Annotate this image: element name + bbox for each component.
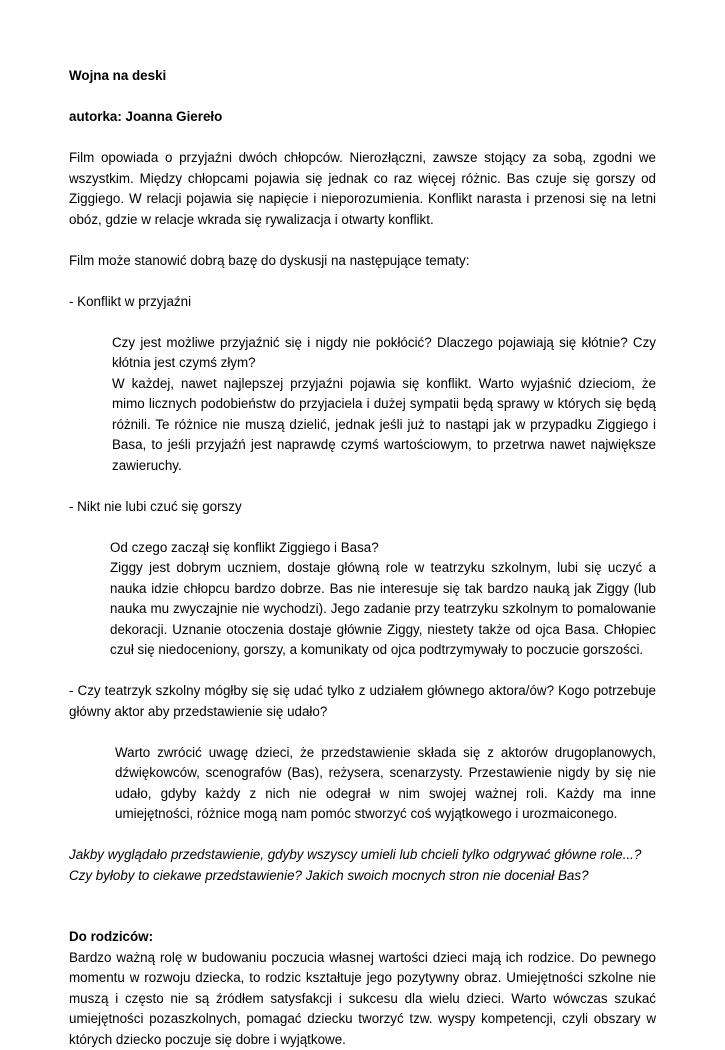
topic1-heading: - Konflikt w przyjaźni (69, 292, 656, 313)
document-body (69, 66, 656, 1050)
document-title: Wojna na deski (69, 66, 656, 87)
topic2-question: Od czego zaczął się konflikt Ziggiego i Basa? (110, 538, 656, 559)
topic3-heading: - Czy teatrzyk szkolny mógłby się się udać tylko z udziałem głównego aktora/ów? Kogo potrzebuje główny aktor aby przedstawienie się udało? (69, 681, 656, 722)
topic2-block (110, 538, 656, 661)
parents-paragraph: Bardzo ważną rolę w budowaniu poczucia własnej wartości dzieci mają ich rodzice. Do pewnego momentu w rozwoju dziecka, to rodzic kształtuje jego pozytywny obraz. Umiejętności szkolne nie muszą i często nie są źródłem satysfakcji i sukcesu dla wielu dzieci. Warto wówczas szukać umiejętności pozaszkolnych, pomagać dziecku tworzyć tzw. wyspy kompetencji, czyli obszary w których dziecko poczuje się dobre i wyjątkowe. (69, 948, 656, 1050)
italic-questions: Jakby wyglądało przedstawienie, gdyby wszyscy umieli lub chcieli tylko odgrywać główne role...? Czy byłoby to ciekawe przedstawienie? Jakich swoich mocnych stron nie doceniał Bas? (69, 845, 656, 886)
parents-heading: Do rodziców: (69, 927, 656, 948)
topic2-answer: Ziggy jest dobrym uczniem, dostaje główną role w teatrzyku szkolnym, lubi się uczyć a nauka idzie chłopcu bardzo dobrze. Bas nie interesuje się tak bardzo nauką jak Ziggy (lub nauka mu zwyczajnie nie wychodzi). Jego zadanie przy teatrzyku szkolnym to pomalowanie dekoracji. Uznanie otoczenia dostaje głównie Ziggy, niestety także od ojca Basa. Chłopiec czuł się niedoceniony, gorszy, a komunikaty od ojca podtrzymywały to poczucie gorszości. (110, 558, 656, 661)
topics-intro: Film może stanowić dobrą bazę do dyskusji na następujące tematy: (69, 251, 656, 272)
topic1-question: Czy jest możliwe przyjaźnić się i nigdy nie pokłócić? Dlaczego pojawiają się kłótnie? Czy kłótnia jest czymś złym? (112, 333, 656, 374)
topic3-answer: Warto zwrócić uwagę dzieci, że przedstawienie składa się z aktorów drugoplanowych, dźwiękowców, scenografów (Bas), reżysera, scenarzysty. Przestawienie nigdy by się nie udało, gdyby każdy z nich nie odegrał w nim swojej ważnej roli. Każdy ma inne umiejętności, różnice mogą nam pomóc stworzyć coś wyjątkowego i urozmaiconego. (115, 743, 656, 825)
topic2-heading: - Nikt nie lubi czuć się gorszy (69, 497, 656, 518)
intro-paragraph: Film opowiada o przyjaźni dwóch chłopców. Nierozłączni, zawsze stojący za sobą, zgodni we wszystkim. Między chłopcami pojawia się jednak co raz więcej różnic. Bas czuje się gorszy od Ziggiego. W relacji pojawia się napięcie i nieporozumienia. Konflikt narasta i przenosi się na letni obóz, gdzie w relacje wkrada się rywalizacja i otwarty konflikt. (69, 148, 656, 230)
topic1-answer: W każdej, nawet najlepszej przyjaźni pojawia się konflikt. Warto wyjaśnić dzieciom, że mimo licznych podobieństw do przyjaciela i dużej sympatii będą sprawy w których się będą różnili. Te różnice nie muszą dzielić, jednak jeśli już to nastąpi jak w przypadku Ziggiego i Basa, to jeśli przyjaźń jest naprawdę czymś wartościowym, to przetrwa nawet największe zawieruchy. (112, 374, 656, 477)
topic3-block (115, 743, 656, 825)
document-author: autorka: Joanna Giereło (69, 107, 656, 128)
topic1-block (112, 333, 656, 477)
